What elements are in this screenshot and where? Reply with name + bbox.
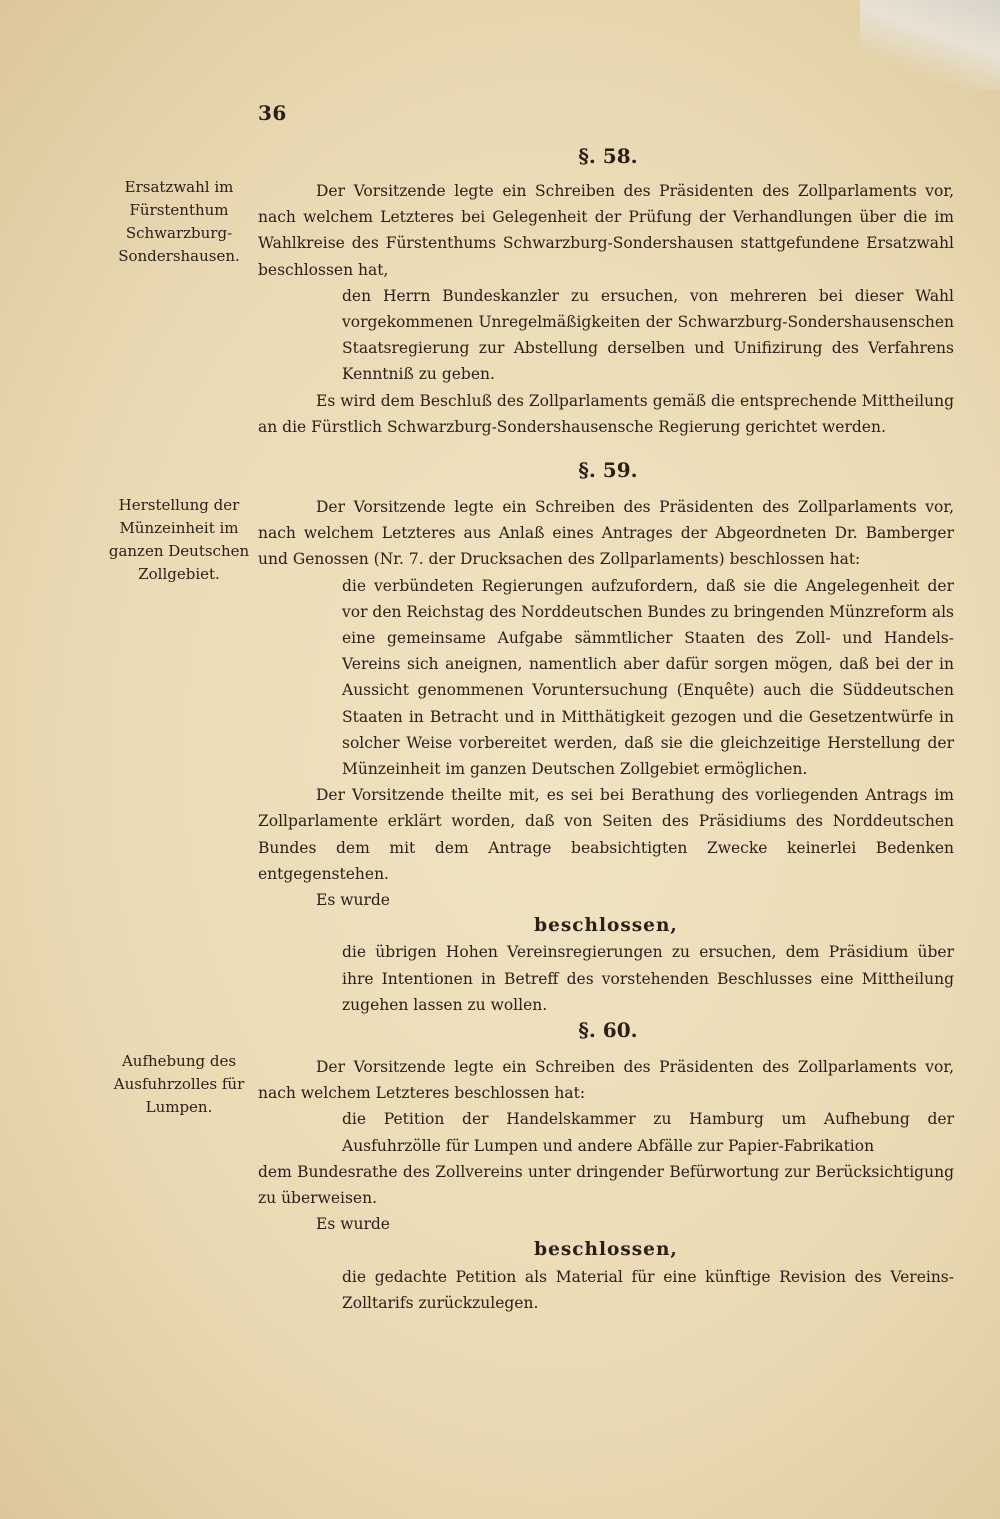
section-58-quote: den Herrn Bundeskanzler zu ersuchen, von mehreren bei dieser Wahl vorgekommenen Unregelmäßigkeiten der Schwarzburg-Sondershausenschen Staatsregierung zur Abstellung derselben und Unifizirung des Verfahrens Kenntniß zu geben. (342, 286, 954, 384)
section-60-es-wurde: Es wurde (316, 1215, 390, 1234)
section-60-body (258, 1054, 954, 1316)
section-60-intro: Der Vorsitzende legte ein Schreiben des Präsidenten des Zollparlaments vor, nach welchem Letzteres beschlossen hat: (258, 1058, 954, 1103)
page-corner-fold (860, 0, 1000, 90)
section-60-quote: die Petition der Handelskammer zu Hamburg um Aufhebung der Ausfuhrzölle für Lumpen und andere Abfälle zur Papier-Fabrikation (342, 1110, 954, 1155)
section-58-body (258, 178, 954, 440)
section-60-resolution: die gedachte Petition als Material für eine künftige Revision des Vereins-Zolltarifs zurückzulegen. (342, 1267, 954, 1312)
section-58-heading: §. 58. (578, 144, 638, 168)
page-number: 36 (258, 101, 287, 125)
section-60-sidenote: Aufhebung des Ausfuhrzolles für Lumpen. (113, 1052, 245, 1116)
section-58-sidenote: Ersatzwahl im Fürstenthum Schwarzburg- Sondershausen. (118, 178, 240, 265)
section-59-resolution: die übrigen Hohen Vereinsregierungen zu ersuchen, dem Präsidium über ihre Intentionen in Betreff des vorstehenden Beschlusses eine Mittheilung zugehen lassen zu wollen. (342, 943, 954, 1014)
section-59-es-wurde: Es wurde (316, 891, 390, 910)
section-59-body (258, 494, 954, 1018)
section-60-closing: dem Bundesrathe des Zollvereins unter dringender Befürwortung zur Berücksichtigung zu überweisen. (258, 1162, 954, 1208)
section-58-intro: Der Vorsitzende legte ein Schreiben des Präsidenten des Zollparlaments vor, nach welchem Letzteres bei Gelegenheit der Prüfung der Verhandlungen über die im Wahlkreise des Fürstenthums Schwarzburg-Sondershausen stattgefundene Ersatzwahl beschlossen hat, (258, 182, 954, 279)
section-59-sidenote: Herstellung der Münzeinheit im ganzen Deutschen Zollgebiet. (108, 496, 250, 583)
section-59-resolved: beschlossen, (534, 915, 678, 937)
section-60-resolved: beschlossen, (534, 1239, 678, 1261)
section-59-quote: die verbündeten Regierungen aufzufordern, daß sie die Angelegenheit der vor den Reichstag des Norddeutschen Bundes zu bringenden Münzreform als eine gemeinsame Aufgabe sämmtlicher Staaten des Zoll- und Handels-Vereins sich aneignen, namentlich aber dafür sorgen mögen, daß bei der in Aussicht genommenen Voruntersuchung (Enquête) auch die Süddeutschen Staaten in Betracht und in Mitthätigkeit gezogen und die Gesetzentwürfe in solcher Weise vorbereitet werden, daß sie die gleichzeitige Herstellung der Münzeinheit im ganzen Deutschen Zollgebiet ermöglichen. (342, 576, 954, 779)
section-58-closing: Es wird dem Beschluß des Zollparlaments gemäß die entsprechende Mittheilung an die Fürstlich Schwarzburg-Sondershausensche Regierung gerichtet werden. (258, 391, 954, 436)
section-60-heading: §. 60. (578, 1018, 638, 1042)
section-59-intro: Der Vorsitzende legte ein Schreiben des Präsidenten des Zollparlaments vor, nach welchem Letzteres aus Anlaß eines Antrages der Abgeordneten Dr. Bamberger und Genossen (Nr. 7. der Drucksachen des Zollparlaments) beschlossen hat: (258, 498, 954, 569)
section-59-heading: §. 59. (578, 458, 638, 482)
section-59-closing: Der Vorsitzende theilte mit, es sei bei Berathung des vorliegenden Antrags im Zollparlamente erklärt worden, daß von Seiten des Präsidiums des Norddeutschen Bundes dem mit dem Antrage beabsichtigten Zwecke keinerlei Bedenken entgegenstehen. (258, 786, 954, 883)
